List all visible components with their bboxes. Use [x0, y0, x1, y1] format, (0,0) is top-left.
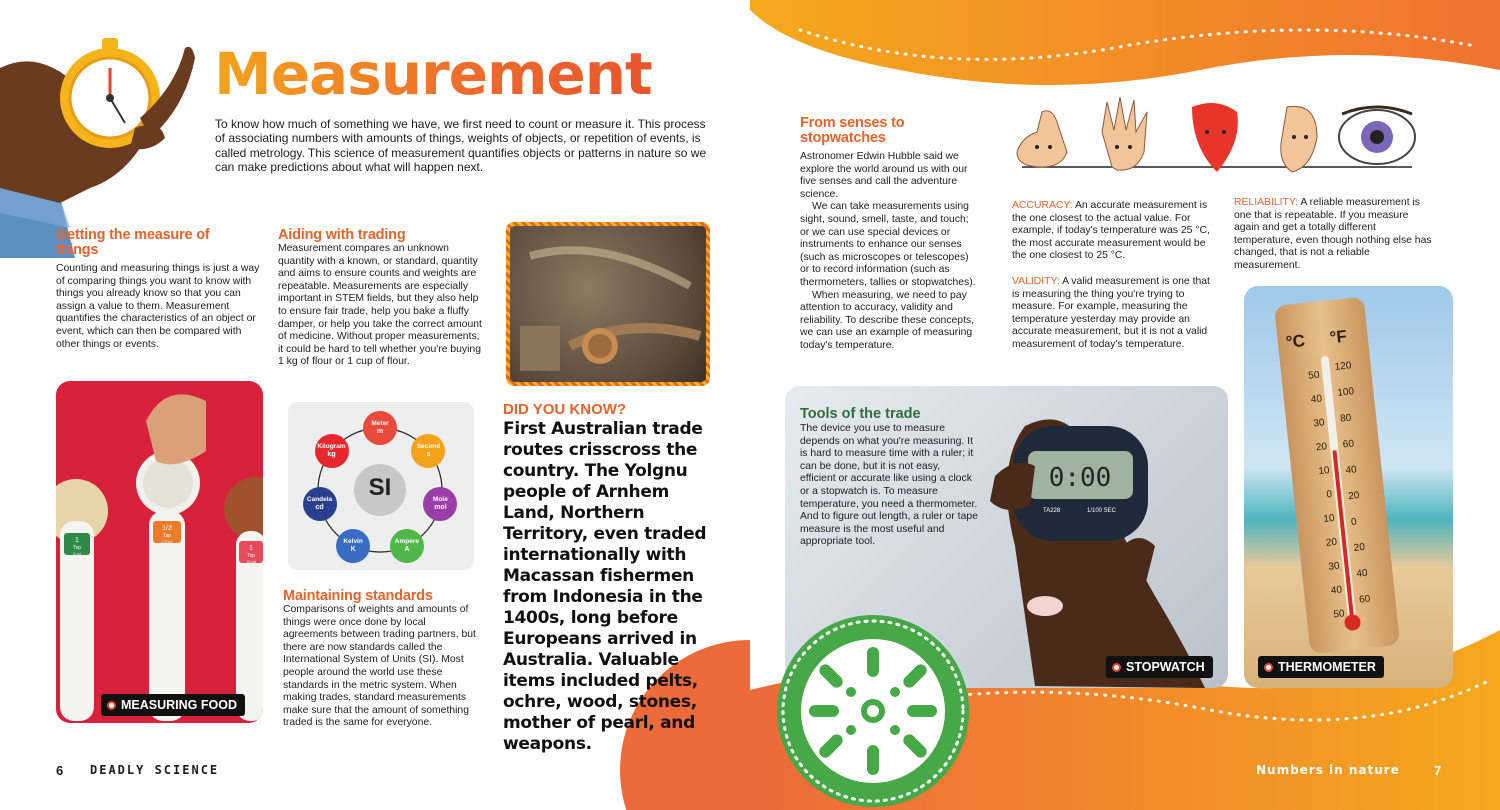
page-title: Measurement [214, 40, 652, 108]
spoon2-line1: 1/2 [162, 525, 172, 532]
celsius-tick: 20 [1315, 441, 1328, 454]
si-node-name: Candela [306, 495, 333, 503]
record-dot-icon [1112, 663, 1121, 672]
thermo-bulb [1344, 614, 1362, 632]
senses-text [800, 151, 980, 353]
stopwatch-display: 0:00 [1048, 463, 1112, 493]
celsius-tick: 50 [1307, 369, 1321, 382]
si-node-ampere [390, 529, 424, 563]
thermo-celsius-label: °C [1284, 331, 1306, 352]
si-center-label: SI [368, 474, 392, 501]
celsius-tick: 30 [1327, 560, 1341, 573]
tongue-icon [1192, 103, 1238, 172]
senses-p2: We can take measurements using sight, sound, smell, taste, and touch; or we can use special devices or instruments to enhance our senses (such as microscopes or telescopes) or to record information (such as thermometers, tallies or stopwatches). [800, 201, 976, 288]
fahrenheit-tick: 120 [1334, 360, 1352, 373]
celsius-tick: 20 [1325, 536, 1338, 549]
ear-icon [1281, 106, 1317, 172]
artefacts-photo-frame [506, 222, 710, 386]
si-node-name: Kelvin [343, 537, 363, 545]
fahrenheit-tick: 20 [1353, 541, 1366, 554]
dot-art-circle [775, 612, 971, 810]
si-node-kelvin [336, 529, 370, 563]
stopwatch-model: TA228 [1043, 508, 1061, 514]
si-node-symbol: mol [434, 503, 447, 511]
thermometer-label: THERMOMETER [1258, 656, 1384, 678]
spoon1-line3: 5 ml [73, 551, 81, 556]
reliability-term: RELIABILITY: [1234, 197, 1299, 208]
page-number-right: 7 [1434, 763, 1442, 778]
si-node-symbol: s [426, 451, 431, 459]
book-title: DEADLY SCIENCE [90, 763, 220, 777]
si-node-name: Ampere [394, 537, 419, 545]
si-node-mole [423, 487, 457, 521]
si-node-symbol: kg [327, 451, 336, 459]
hand-stopwatch-illustration [0, 28, 210, 258]
validity-text: VALIDITY: A valid measurement is one that is measuring the thing you're trying to measure. For example, measuring the temperature yesterday may provide an accurate measurement, but it is not a valid measurement of today's temperature. [1012, 276, 1210, 350]
tools-heading: Tools of the trade [800, 406, 921, 422]
celsius-tick: 40 [1310, 393, 1323, 406]
senses-p3: When measuring, we need to pay attention to accuracy, validity and reliability. To describe these concepts, we can use an example of measuring today's temperature. [800, 289, 975, 351]
fahrenheit-tick: 0 [1350, 516, 1358, 529]
celsius-tick: 10 [1322, 512, 1336, 525]
spoon2-line2: Tsp [163, 533, 171, 539]
right-page [750, 0, 1500, 810]
hand-icon [1102, 97, 1147, 170]
reliability-text: RELIABILITY: A reliable measurement is one that is repeatable. If you measure again and get a totally different temperature, even though nothing else has changed, that is not a reliable measurement. [1234, 197, 1432, 271]
si-node-name: Second [416, 443, 441, 451]
thermometer-photo [1244, 286, 1453, 688]
tools-text: The device you use to measure depends on what you're measuring. It is hard to measure time with a ruler; it can be done, but it is not easy, efficient or accurate like using a clock or a stopwatch is. To measure temperature, you need a thermometer. And to figure out length, a ruler or tape measure is the most useful and appropriate tool. [800, 423, 978, 548]
fahrenheit-tick: 80 [1339, 412, 1352, 425]
record-dot-icon [107, 701, 116, 710]
spoon3-line3: 15 ml [246, 559, 256, 564]
stopwatch-sub: 1/100 SEC [1087, 508, 1117, 514]
artefacts-photo [510, 226, 706, 382]
si-node-symbol: A [404, 545, 410, 553]
nose-icon [1017, 111, 1067, 167]
intro-paragraph: To know how much of something we have, we first need to count or measure it. This process of associating numbers with amounts of things, weights of objects, or repetition of events, is called metrology. This science of measurement quantifies objects or patterns in nature so we can make predictions about what will happen next. [215, 117, 707, 175]
si-node-meter [363, 411, 397, 445]
accuracy-text: ACCURACY: An accurate measurement is the one closest to the actual value. For example, if today's temperature was 25 °C, the most accurate measurement would be the one closest to 25 °C. [1012, 200, 1210, 262]
record-dot-icon [1264, 663, 1273, 672]
senses-heading: From senses to stopwatches [800, 115, 905, 146]
did-you-know-heading: DID YOU KNOW? [503, 401, 627, 418]
celsius-tick: 10 [1317, 465, 1331, 478]
maintaining-standards-heading: Maintaining standards [283, 588, 433, 604]
si-node-name: Mole [433, 495, 448, 503]
si-node-candela [303, 487, 337, 521]
spoon1-line1: 1 [75, 537, 79, 544]
measuring-food-photo [56, 381, 263, 723]
fahrenheit-tick: 20 [1347, 490, 1360, 503]
did-you-know-text: First Australian trade routes crisscross the country. The Yolgnu people of Arnhem Land, Northern Territory, even traded internationally with Macassan fishermen from Indonesia in the 1400s, long before Europeans arrived in Australia. Valuable items included pelts, ochre, wood, stones, mother of pearl, and weapons. [503, 419, 707, 754]
getting-measure-heading: Getting the measure of things [56, 227, 210, 258]
fahrenheit-tick: 60 [1358, 593, 1371, 606]
accuracy-term: ACCURACY: [1012, 200, 1073, 211]
getting-measure-text: Counting and measuring things is just a way of comparing things you want to know with things you already know so that you can assign a value to them. Measurement quantifies the characteristics of an object or event, which can then be compared with other things or events. [56, 263, 260, 350]
spoon3-line1: 1 [249, 545, 253, 552]
si-node-name: Meter [371, 420, 389, 427]
senses-p1: Astronomer Edwin Hubble said we explore the world around us with our five senses and call the adventure science. [800, 151, 968, 200]
celsius-tick: 30 [1312, 417, 1326, 430]
celsius-tick: 50 [1332, 608, 1346, 621]
five-senses-illustration [1002, 92, 1432, 192]
maintaining-standards-text: Comparisons of weights and amounts of things were once done by local agreements between trading partners, but there are now standards called the International System of Units (SI). Most people around the world use these standards in the metric system. When making trades, standard measurements make sure that the amount of something traded is the same for everyone. [283, 604, 476, 729]
thermo-fahrenheit-label: °F [1328, 326, 1348, 348]
si-units-diagram [288, 402, 474, 570]
fahrenheit-tick: 100 [1336, 386, 1355, 399]
aiding-trading-text: Measurement compares an unknown quantity with a known, or standard, quantity and aims to ensure counts and weights are repeatable. Measurements are especially important in STEM fields, but they also help to ensure fair trade, help you bake a fluffy damper, or help you take the correct amount of medicine. Without proper measurements, it could be hard to tell whether you're buying 1 kg of flour or 1 cup of flour. [278, 243, 482, 368]
page-number-left: 6 [56, 763, 64, 778]
aiding-trading-heading: Aiding with trading [278, 227, 406, 243]
si-node-name: Kilogram [317, 443, 346, 451]
spoon2-line3: 2.5 ml [161, 539, 173, 544]
fahrenheit-tick: 40 [1355, 567, 1369, 580]
fahrenheit-tick: 60 [1342, 438, 1355, 451]
section-title: Numbers in nature [1256, 763, 1400, 777]
fahrenheit-tick: 40 [1345, 464, 1358, 477]
eye-icon [1339, 107, 1415, 164]
si-node-symbol: m [376, 428, 384, 435]
celsius-tick: 0 [1325, 488, 1333, 501]
thermometer-board [1274, 297, 1400, 654]
si-node-symbol: cd [315, 503, 324, 511]
validity-term: VALIDITY: [1012, 276, 1060, 287]
si-node-symbol: K [350, 545, 356, 553]
spoon1-line2: Tsp [73, 545, 81, 551]
fahrenheit-scale [1334, 359, 1391, 621]
spoon3-line2: Tsp [247, 553, 255, 559]
si-node-kilogram [315, 434, 349, 468]
measuring-food-label: MEASURING FOOD [101, 694, 245, 716]
celsius-tick: 40 [1330, 584, 1343, 597]
stopwatch-label: STOPWATCH [1106, 656, 1213, 678]
